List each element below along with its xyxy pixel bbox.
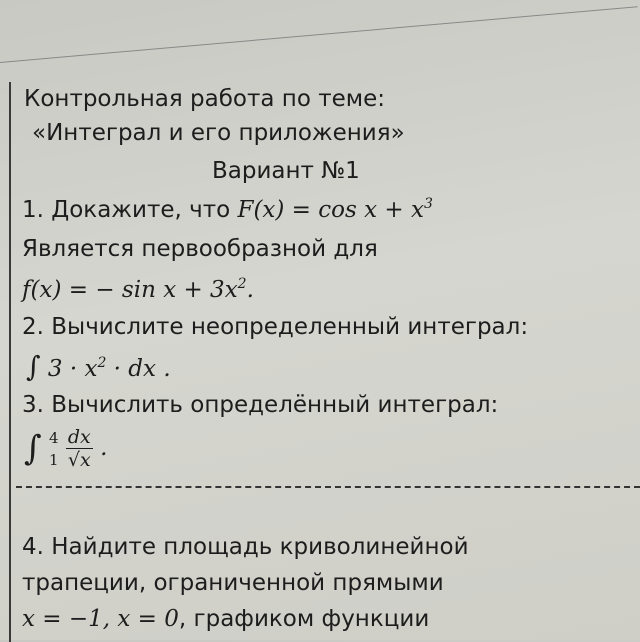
- task3-end: .: [100, 435, 108, 461]
- lower-limit: 1: [49, 450, 59, 469]
- task3-integral: [24, 426, 107, 471]
- integral-limits: [49, 427, 59, 471]
- variant-title: Вариант №1: [212, 158, 360, 184]
- task4-text: , графиком функции: [178, 606, 430, 632]
- integral-sign: ∫: [26, 350, 41, 383]
- task4-line2: трапеции, ограниченной прямыми: [22, 570, 444, 596]
- fraction-numerator: dx: [67, 426, 91, 448]
- paper-left-border: [9, 82, 11, 642]
- definite-integral-sign: ∫: [24, 428, 42, 469]
- integrand-fraction: [66, 426, 93, 471]
- task2-text: 2. Вычислите неопределенный интеграл:: [22, 314, 529, 340]
- task4-line3: [22, 606, 429, 632]
- fraction-denominator: √x: [67, 449, 91, 471]
- task2-expression: $3 \cdot x^2$ · dx .: [47, 355, 171, 382]
- header-line-2: «Интеграл и его приложения»: [32, 120, 405, 146]
- task1-text: 1. Докажите, что: [22, 197, 231, 223]
- task2-integral: [26, 350, 171, 383]
- task3-text: 3. Вычислить определённый интеграл:: [22, 392, 499, 418]
- task1-formula-F: $F(x) = \cos x + x^3$: [237, 196, 433, 223]
- cut-line: [16, 486, 640, 488]
- task4-math: x = −1, x = 0: [22, 606, 179, 632]
- task1-line2: Является первообразной для: [22, 236, 378, 262]
- header-line-1: Контрольная работа по теме:: [24, 86, 386, 112]
- upper-limit: 4: [49, 428, 59, 447]
- task1-line1: [22, 196, 433, 223]
- task4-line1: 4. Найдите площадь криволинейной: [22, 534, 469, 560]
- paper-top-edge: [0, 6, 638, 63]
- task1-formula-f: f(x) = − $\sin x + 3x^2$.: [22, 276, 254, 303]
